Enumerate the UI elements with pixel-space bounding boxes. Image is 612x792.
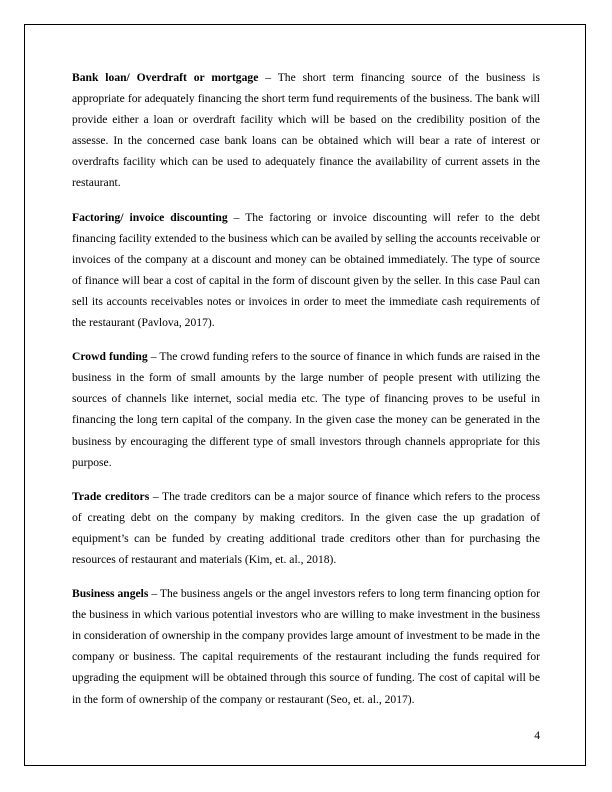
document-body	[72, 67, 540, 723]
paragraph-text: – The short term financing source of the business is appropriate for adequately financing the short term fund requirements of the business. The bank will provide either a loan or overdraft facility which will be based on the credibility position of the assesse. In the concerned case bank loans can be obtained which will bear a rate of interest or overdrafts facility which can be used to adequately finance the availability of current assets in the restaurant.	[72, 71, 541, 190]
paragraph-heading: Factoring/ invoice discounting	[72, 210, 228, 224]
paragraph-text: – The trade creditors can be a major source of finance which refers to the process of creating debt on the company by making creditors. In the given case the up gradation of equipment’s can be funded by creating additional trade creditors other than for purchasing the resources of restaurant and materials (Kim, et. al., 2018).	[72, 489, 540, 566]
paragraph-heading: Bank loan/ Overdraft or mortgage	[72, 71, 259, 84]
paragraph-heading: Crowd funding	[72, 350, 148, 364]
page-number: 4	[534, 729, 540, 742]
paragraph-bank-loan	[72, 67, 540, 194]
paragraph-text: – The crowd funding refers to the source of finance in which funds are raised in the business in the form of small amounts by the large number of people present with utilizing the sources of channels like internet, social media etc. The type of financing proves to be useful in financing the long tern capital of the company. In the given case the money can be generated in the business by encouraging the different type of small investors through channels appropriate for this purpose.	[72, 350, 540, 469]
paragraph-factoring	[72, 207, 540, 334]
paragraph-text: – The factoring or invoice discounting will refer to the debt financing facility extended to the business which can be availed by selling the accounts receivable or invoices of the company at a discount and money can be obtained immediately. The type of source of finance will bear a cost of capital in the form of discount given by the seller. In this case Paul can sell its accounts receivables notes or invoices in order to meet the immediate cash requirements of the restaurant (Pavlova, 2017).	[72, 210, 541, 330]
paragraph-business-angels	[72, 583, 540, 710]
paragraph-heading: Business angels	[72, 587, 149, 601]
paragraph-text: – The business angels or the angel investors refers to long term financing option for the business in which various potential investors who are willing to make investment in the business in consideration of ownership in the company provides large amount of investment to be made in the company or business. The capital requirements of the restaurant including the funds required for upgrading the equipment will be obtained through this source of funding. The cost of capital will be in the form of ownership of the company or restaurant (Seo, et. al., 2017).	[72, 587, 541, 706]
paragraph-trade-creditors	[72, 486, 540, 570]
paragraph-heading: Trade creditors	[72, 489, 150, 503]
paragraph-crowd-funding	[72, 346, 540, 473]
